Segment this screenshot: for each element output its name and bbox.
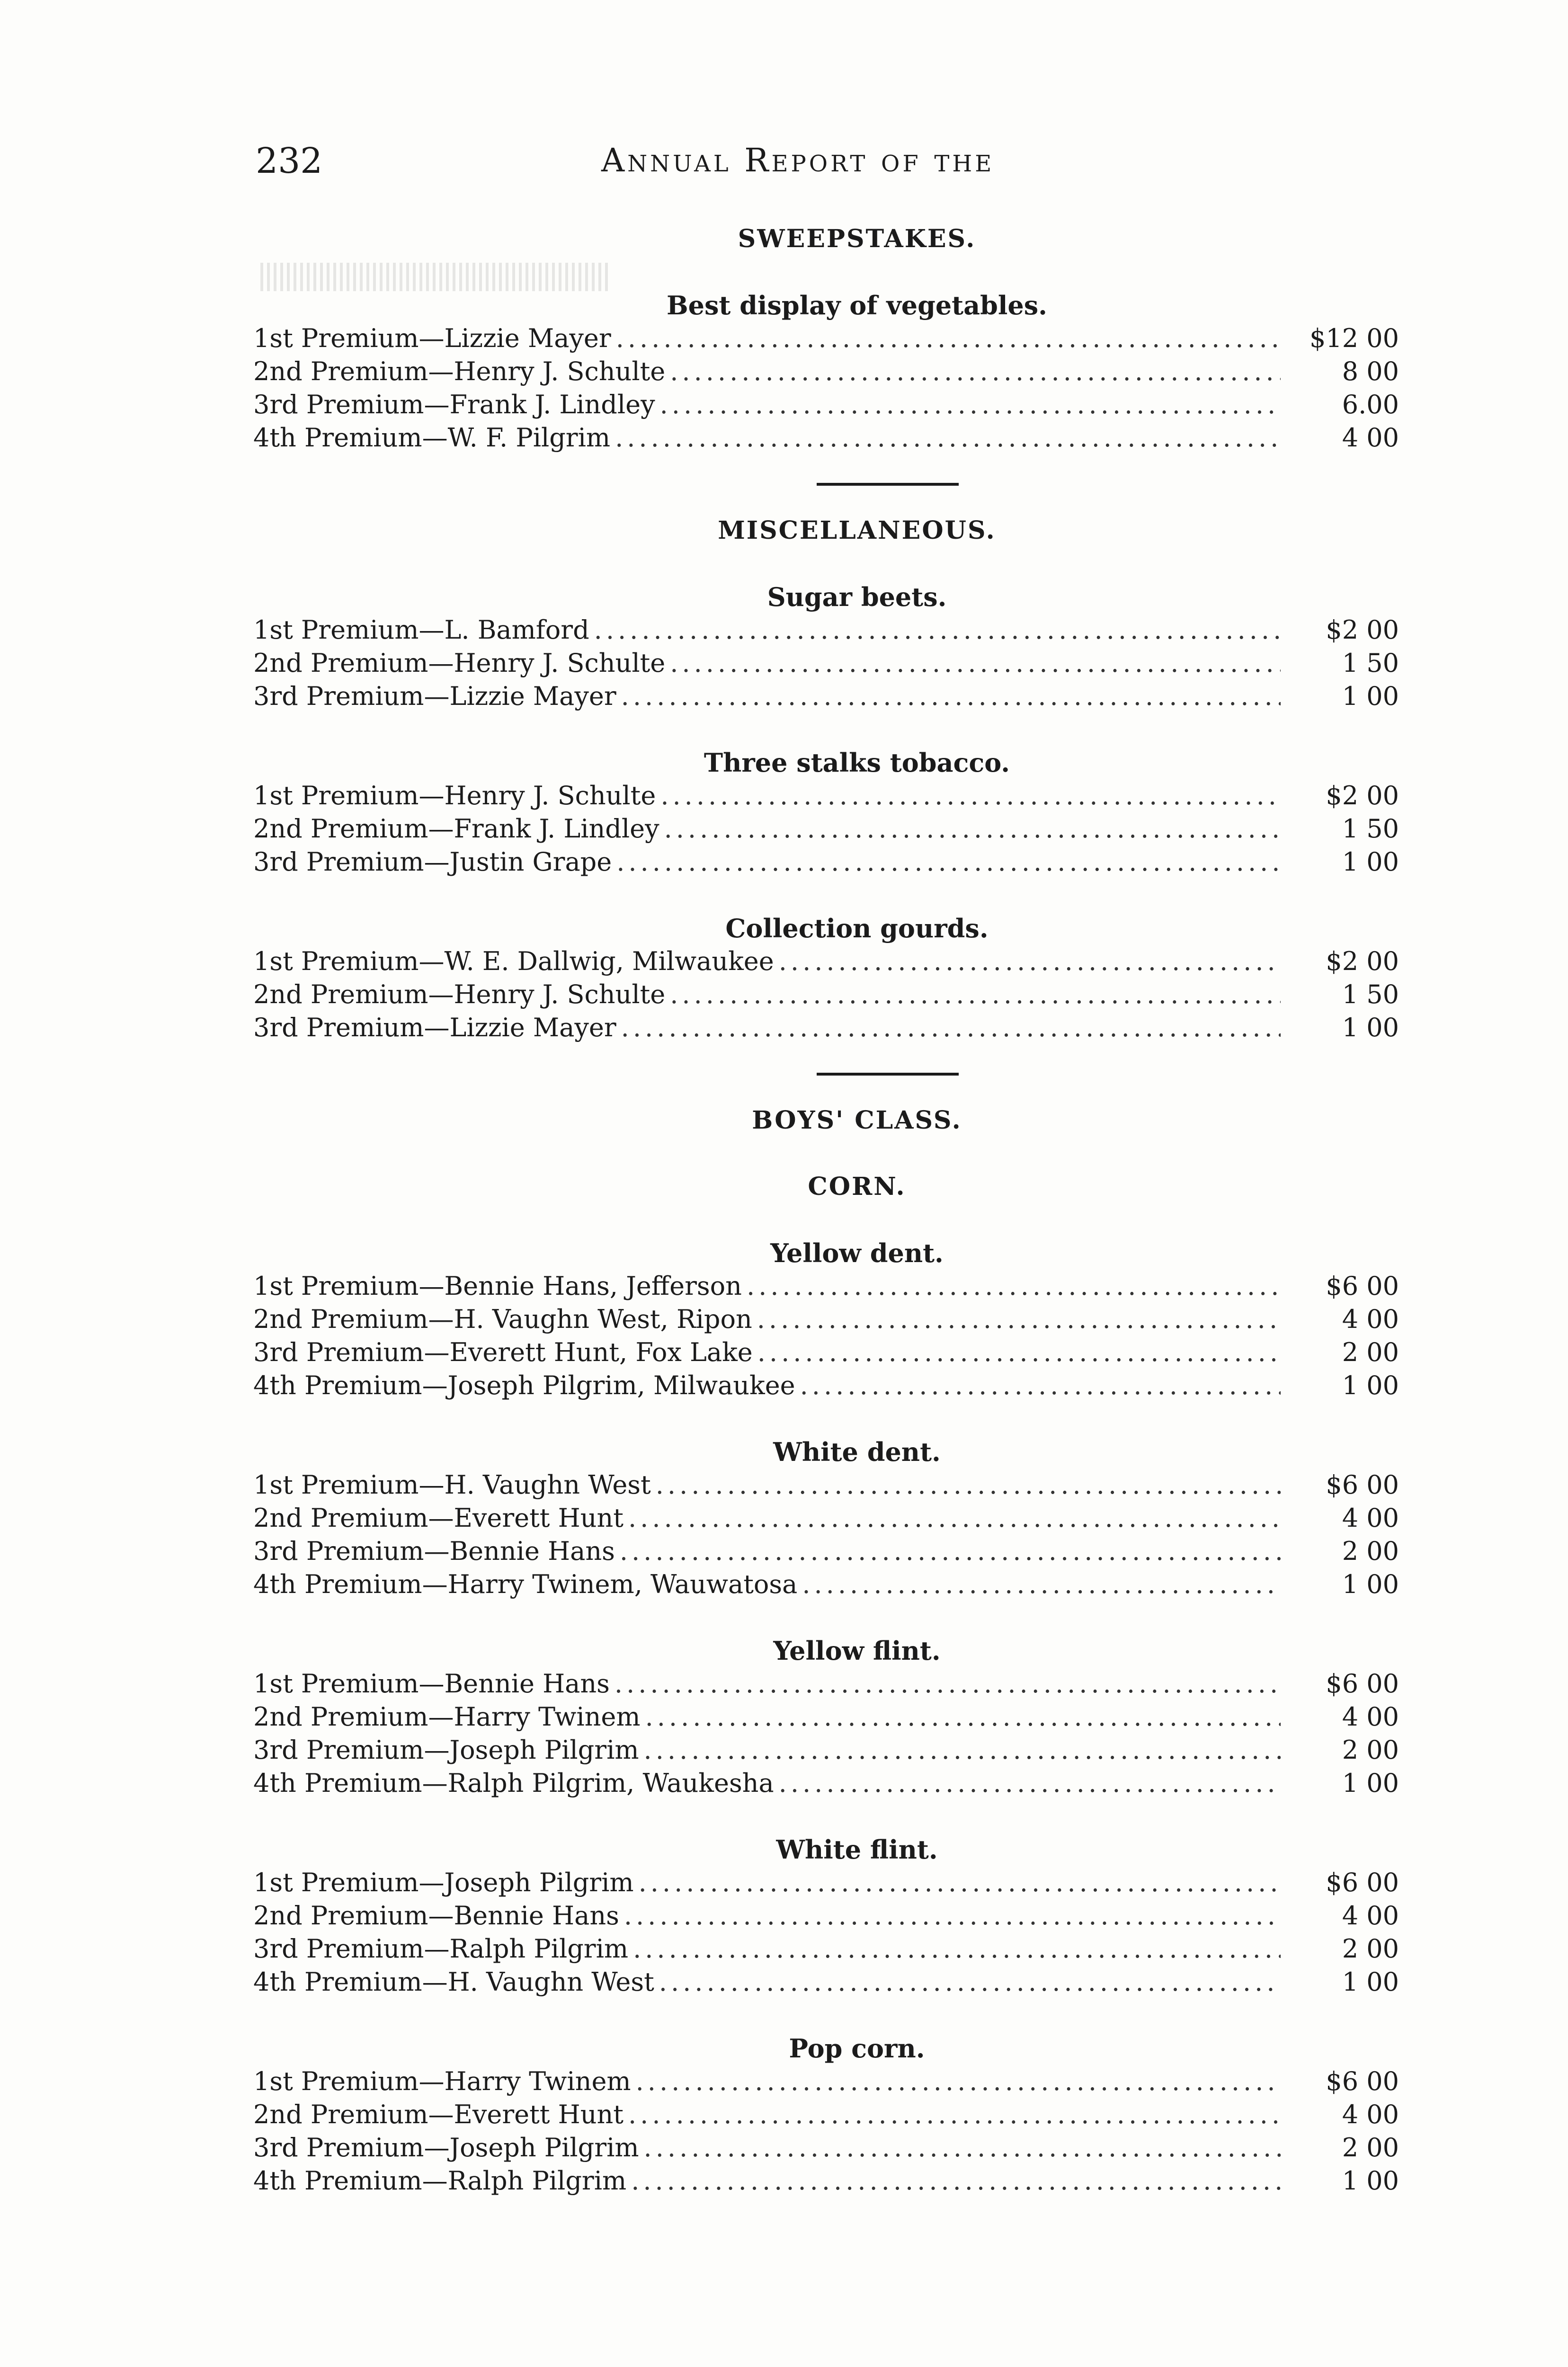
winner-name: Harry Twinem, Wauwatosa bbox=[447, 1569, 798, 1599]
premium-place: 4th Premium bbox=[253, 423, 422, 453]
prize-amount: 2 00 bbox=[1342, 1735, 1399, 1765]
category-title: Yellow dent. bbox=[770, 1238, 944, 1268]
running-title: Annual Report of the bbox=[601, 142, 995, 179]
dash-separator: — bbox=[419, 615, 445, 645]
category-title: White dent. bbox=[773, 1437, 941, 1467]
premium-row bbox=[253, 978, 1399, 1011]
winner-name: Joseph Pilgrim, Milwaukee bbox=[447, 1370, 795, 1400]
dot-leader bbox=[670, 647, 1281, 680]
winner-name: Frank J. Lindley bbox=[454, 814, 659, 844]
premium-place: 3rd Premium bbox=[253, 390, 424, 419]
winner-name: Lizzie Mayer bbox=[449, 1013, 616, 1042]
premium-entry bbox=[253, 2164, 626, 2198]
prize-amount: $2 00 bbox=[1326, 946, 1399, 976]
winner-name: Bennie Hans bbox=[454, 1901, 619, 1931]
prize-amount: 1 00 bbox=[1342, 2166, 1399, 2196]
winner-name: Bennie Hans bbox=[444, 1669, 610, 1699]
spacer bbox=[253, 547, 1399, 580]
premium-row bbox=[253, 1966, 1399, 1999]
prize-amount: $6 00 bbox=[1326, 1470, 1399, 1500]
dot-leader bbox=[628, 1502, 1281, 1535]
prize-amount: 4 00 bbox=[1342, 2100, 1399, 2129]
dot-leader bbox=[636, 2065, 1281, 2098]
dot-leader bbox=[779, 1767, 1281, 1800]
premium-entry bbox=[253, 614, 589, 647]
premium-place: 4th Premium bbox=[253, 2166, 422, 2196]
winner-name: Henry J. Schulte bbox=[444, 781, 656, 810]
premium-place: 3rd Premium bbox=[253, 1735, 424, 1765]
premium-entry bbox=[253, 2065, 631, 2098]
spacer bbox=[253, 1601, 1399, 1634]
premium-place: 3rd Premium bbox=[253, 1337, 424, 1367]
premium-place: 4th Premium bbox=[253, 1370, 422, 1400]
winner-name: H. Vaughn West bbox=[444, 1470, 651, 1500]
premium-row bbox=[253, 647, 1399, 680]
dot-leader bbox=[779, 945, 1281, 978]
dot-leader bbox=[670, 355, 1281, 388]
premium-row bbox=[253, 1568, 1399, 1601]
dash-separator: — bbox=[424, 1013, 450, 1042]
premium-entry bbox=[253, 1535, 615, 1568]
premium-place: 1st Premium bbox=[253, 1868, 419, 1897]
dash-separator: — bbox=[419, 1669, 445, 1699]
premium-entry bbox=[253, 779, 656, 812]
dash-separator: — bbox=[419, 1271, 445, 1301]
premium-place: 4th Premium bbox=[253, 1967, 422, 1997]
premium-row bbox=[253, 2164, 1399, 2198]
premium-entry bbox=[253, 421, 610, 454]
dash-separator: — bbox=[424, 847, 450, 877]
prize-amount: 4 00 bbox=[1342, 1901, 1399, 1931]
premium-row bbox=[253, 355, 1399, 388]
premium-row bbox=[253, 1502, 1399, 1535]
winner-name: Joseph Pilgrim bbox=[449, 2133, 639, 2162]
prize-amount: 4 00 bbox=[1342, 1304, 1399, 1334]
spacer bbox=[253, 1999, 1399, 2032]
premium-row bbox=[253, 1303, 1399, 1336]
dash-separator: — bbox=[428, 2100, 454, 2129]
prize-amount: 2 00 bbox=[1342, 2133, 1399, 2162]
winner-name: Henry J. Schulte bbox=[454, 648, 666, 678]
premium-place: 3rd Premium bbox=[253, 681, 424, 711]
premium-entry bbox=[253, 1767, 774, 1800]
category-title: Three stalks tobacco. bbox=[704, 747, 1010, 778]
prize-amount: $6 00 bbox=[1326, 1271, 1399, 1301]
section-divider bbox=[817, 1073, 959, 1076]
spacer bbox=[253, 1800, 1399, 1833]
premium-place: 2nd Premium bbox=[253, 2100, 428, 2129]
winner-name: Everett Hunt, Fox Lake bbox=[449, 1337, 753, 1367]
premium-entry bbox=[253, 1270, 742, 1303]
premium-row bbox=[253, 2098, 1399, 2131]
winner-name: Ralph Pilgrim bbox=[449, 1934, 629, 1964]
winner-name: W. E. Dallwig, Milwaukee bbox=[444, 946, 774, 976]
premium-row bbox=[253, 421, 1399, 454]
section-subtitle: CORN. bbox=[808, 1172, 906, 1201]
premium-place: 4th Premium bbox=[253, 1768, 422, 1798]
dot-leader bbox=[757, 1336, 1281, 1369]
premium-entry bbox=[253, 845, 612, 879]
dot-leader bbox=[616, 322, 1281, 355]
winner-name: Justin Grape bbox=[449, 847, 612, 877]
premium-place: 1st Premium bbox=[253, 615, 419, 645]
spacer bbox=[253, 1402, 1399, 1435]
prize-amount: 4 00 bbox=[1342, 423, 1399, 453]
premium-row bbox=[253, 845, 1399, 879]
category-title: Yellow flint. bbox=[773, 1636, 941, 1666]
premium-row bbox=[253, 1468, 1399, 1502]
spacer bbox=[253, 256, 1399, 289]
premium-entry bbox=[253, 1966, 654, 1999]
prize-amount: 4 00 bbox=[1342, 1702, 1399, 1732]
prize-amount: 2 00 bbox=[1342, 1934, 1399, 1964]
winner-name: L. Bamford bbox=[444, 615, 589, 645]
premium-place: 2nd Premium bbox=[253, 356, 428, 386]
premium-place: 1st Premium bbox=[253, 323, 419, 353]
premium-entry bbox=[253, 1866, 634, 1899]
premium-row bbox=[253, 1667, 1399, 1700]
premium-place: 2nd Premium bbox=[253, 979, 428, 1009]
premium-entry bbox=[253, 355, 665, 388]
dash-separator: — bbox=[419, 1868, 445, 1897]
premium-entry bbox=[253, 1011, 616, 1044]
dot-leader bbox=[660, 388, 1281, 421]
section-divider bbox=[817, 483, 959, 486]
dash-separator: — bbox=[424, 2133, 450, 2162]
winner-name: Henry J. Schulte bbox=[454, 979, 666, 1009]
premium-place: 3rd Premium bbox=[253, 2133, 424, 2162]
category-title: Pop corn. bbox=[789, 2033, 925, 2064]
premium-row bbox=[253, 614, 1399, 647]
winner-name: Frank J. Lindley bbox=[449, 390, 655, 419]
dash-separator: — bbox=[428, 1304, 454, 1334]
winner-name: W. F. Pilgrim bbox=[447, 423, 611, 453]
premium-entry bbox=[253, 1303, 752, 1336]
premium-entry bbox=[253, 1899, 619, 1932]
dash-separator: — bbox=[428, 648, 454, 678]
dash-separator: — bbox=[424, 390, 450, 419]
prize-amount: $6 00 bbox=[1326, 1868, 1399, 1897]
premium-row bbox=[253, 680, 1399, 713]
premium-place: 2nd Premium bbox=[253, 1702, 428, 1732]
dot-leader bbox=[639, 1866, 1281, 1899]
prize-amount: 1 50 bbox=[1342, 648, 1399, 678]
dash-separator: — bbox=[422, 423, 448, 453]
premium-row bbox=[253, 2131, 1399, 2164]
premium-row bbox=[253, 1767, 1399, 1800]
premium-row bbox=[253, 1932, 1399, 1966]
dash-separator: — bbox=[422, 1768, 448, 1798]
dot-leader bbox=[757, 1303, 1281, 1336]
dash-separator: — bbox=[424, 1337, 450, 1367]
premium-place: 2nd Premium bbox=[253, 648, 428, 678]
dash-separator: — bbox=[419, 2066, 445, 2096]
premium-entry bbox=[253, 1734, 639, 1767]
premium-place: 2nd Premium bbox=[253, 814, 428, 844]
prize-amount: 6.00 bbox=[1342, 390, 1399, 419]
category-title: Sugar beets. bbox=[767, 582, 947, 612]
dash-separator: — bbox=[419, 781, 445, 810]
dash-separator: — bbox=[424, 1735, 450, 1765]
dot-leader bbox=[656, 1468, 1281, 1502]
dash-separator: — bbox=[428, 814, 454, 844]
prize-amount: 2 00 bbox=[1342, 1536, 1399, 1566]
dash-separator: — bbox=[424, 681, 450, 711]
premium-entry bbox=[253, 647, 665, 680]
premium-place: 2nd Premium bbox=[253, 1503, 428, 1533]
section-title: SWEEPSTAKES. bbox=[738, 224, 976, 253]
spacer bbox=[253, 1203, 1399, 1237]
prize-amount: 1 00 bbox=[1342, 1569, 1399, 1599]
dash-separator: — bbox=[422, 1370, 448, 1400]
premium-entry bbox=[253, 680, 616, 713]
premium-entry bbox=[253, 2131, 639, 2164]
category-title: Best display of vegetables. bbox=[667, 290, 1047, 320]
prize-amount: 1 50 bbox=[1342, 979, 1399, 1009]
winner-name: Harry Twinem bbox=[444, 2066, 631, 2096]
premium-entry bbox=[253, 812, 659, 845]
premium-row bbox=[253, 1336, 1399, 1369]
dot-leader bbox=[621, 680, 1281, 713]
premium-row bbox=[253, 1369, 1399, 1402]
premium-place: 1st Premium bbox=[253, 1470, 419, 1500]
premium-row bbox=[253, 812, 1399, 845]
premium-place: 3rd Premium bbox=[253, 1536, 424, 1566]
prize-amount: 1 00 bbox=[1342, 847, 1399, 877]
dash-separator: — bbox=[422, 2166, 448, 2196]
dot-leader bbox=[747, 1270, 1281, 1303]
winner-name: Lizzie Mayer bbox=[444, 323, 611, 353]
premium-place: 3rd Premium bbox=[253, 847, 424, 877]
premium-place: 1st Premium bbox=[253, 781, 419, 810]
section-title: MISCELLANEOUS. bbox=[718, 516, 996, 545]
prize-amount: $2 00 bbox=[1326, 615, 1399, 645]
winner-name: Bennie Hans bbox=[449, 1536, 615, 1566]
dash-separator: — bbox=[428, 356, 454, 386]
dash-separator: — bbox=[428, 979, 454, 1009]
dot-leader bbox=[659, 1966, 1281, 1999]
dash-separator: — bbox=[428, 1702, 454, 1732]
winner-name: Ralph Pilgrim bbox=[447, 2166, 627, 2196]
premium-row bbox=[253, 1270, 1399, 1303]
dash-separator: — bbox=[422, 1569, 448, 1599]
winner-name: Joseph Pilgrim bbox=[449, 1735, 639, 1765]
dot-leader bbox=[621, 1011, 1281, 1044]
premium-entry bbox=[253, 1502, 624, 1535]
premium-row bbox=[253, 1700, 1399, 1734]
dot-leader bbox=[644, 2131, 1281, 2164]
premium-row bbox=[253, 1535, 1399, 1568]
premium-row bbox=[253, 779, 1399, 812]
premium-place: 1st Premium bbox=[253, 2066, 419, 2096]
dot-leader bbox=[670, 978, 1281, 1011]
premium-place: 1st Premium bbox=[253, 946, 419, 976]
winner-name: Everett Hunt bbox=[454, 2100, 624, 2129]
premium-place: 2nd Premium bbox=[253, 1901, 428, 1931]
premium-row bbox=[253, 1866, 1399, 1899]
dot-leader bbox=[802, 1568, 1281, 1601]
premium-entry bbox=[253, 1468, 651, 1502]
dot-leader bbox=[624, 1899, 1281, 1932]
dot-leader bbox=[631, 2164, 1281, 2198]
prize-amount: 1 00 bbox=[1342, 1013, 1399, 1042]
premium-place: 3rd Premium bbox=[253, 1013, 424, 1042]
winner-name: H. Vaughn West, Ripon bbox=[454, 1304, 752, 1334]
prize-amount: 1 50 bbox=[1342, 814, 1399, 844]
prize-amount: 1 00 bbox=[1342, 1967, 1399, 1997]
premium-row bbox=[253, 1011, 1399, 1044]
prize-amount: 2 00 bbox=[1342, 1337, 1399, 1367]
dot-leader bbox=[800, 1369, 1281, 1402]
page-body bbox=[253, 222, 1399, 2198]
dot-leader bbox=[644, 1734, 1281, 1767]
prize-amount: 1 00 bbox=[1342, 1370, 1399, 1400]
winner-name: Joseph Pilgrim bbox=[444, 1868, 634, 1897]
winner-name: Ralph Pilgrim, Waukesha bbox=[447, 1768, 774, 1798]
dash-separator: — bbox=[428, 1503, 454, 1533]
winner-name: Everett Hunt bbox=[454, 1503, 624, 1533]
premium-entry bbox=[253, 1932, 628, 1966]
dot-leader bbox=[660, 779, 1281, 812]
dash-separator: — bbox=[424, 1934, 450, 1964]
winner-name: Henry J. Schulte bbox=[454, 356, 666, 386]
spacer bbox=[253, 713, 1399, 746]
winner-name: Bennie Hans, Jefferson bbox=[444, 1271, 742, 1301]
winner-name: Harry Twinem bbox=[454, 1702, 641, 1732]
dash-separator: — bbox=[419, 323, 445, 353]
premium-entry bbox=[253, 2098, 624, 2131]
dash-separator: — bbox=[419, 1470, 445, 1500]
prize-amount: 1 00 bbox=[1342, 1768, 1399, 1798]
prize-amount: 1 00 bbox=[1342, 681, 1399, 711]
spacer bbox=[253, 1137, 1399, 1170]
section-title: BOYS' CLASS. bbox=[752, 1106, 962, 1135]
premium-place: 4th Premium bbox=[253, 1569, 422, 1599]
page-header bbox=[256, 137, 1155, 189]
premium-entry bbox=[253, 322, 611, 355]
dash-separator: — bbox=[424, 1536, 450, 1566]
premium-entry bbox=[253, 388, 655, 421]
dot-leader bbox=[633, 1932, 1281, 1966]
premium-row bbox=[253, 2065, 1399, 2098]
premium-row bbox=[253, 322, 1399, 355]
dot-leader bbox=[628, 2098, 1281, 2131]
prize-amount: $6 00 bbox=[1326, 1669, 1399, 1699]
dot-leader bbox=[615, 1667, 1281, 1700]
premium-row bbox=[253, 1734, 1399, 1767]
dot-leader bbox=[594, 614, 1281, 647]
premium-place: 2nd Premium bbox=[253, 1304, 428, 1334]
dot-leader bbox=[645, 1700, 1281, 1734]
prize-amount: 8 00 bbox=[1342, 356, 1399, 386]
dot-leader bbox=[616, 845, 1281, 879]
prize-amount: $12 00 bbox=[1310, 323, 1399, 353]
premium-place: 1st Premium bbox=[253, 1669, 419, 1699]
dash-separator: — bbox=[422, 1967, 448, 1997]
dot-leader bbox=[664, 812, 1281, 845]
premium-row bbox=[253, 388, 1399, 421]
premium-entry bbox=[253, 1700, 641, 1734]
category-title: White flint. bbox=[776, 1834, 938, 1865]
premium-row bbox=[253, 1899, 1399, 1932]
prize-amount: $6 00 bbox=[1326, 2066, 1399, 2096]
dash-separator: — bbox=[419, 946, 445, 976]
premium-entry bbox=[253, 1568, 797, 1601]
dash-separator: — bbox=[428, 1901, 454, 1931]
premium-entry bbox=[253, 978, 665, 1011]
premium-entry bbox=[253, 1667, 610, 1700]
prize-amount: $2 00 bbox=[1326, 781, 1399, 810]
prize-amount: 4 00 bbox=[1342, 1503, 1399, 1533]
premium-place: 3rd Premium bbox=[253, 1934, 424, 1964]
premium-row bbox=[253, 945, 1399, 978]
premium-entry bbox=[253, 1369, 795, 1402]
premium-entry bbox=[253, 1336, 753, 1369]
page-number: 232 bbox=[256, 141, 323, 181]
winner-name: Lizzie Mayer bbox=[449, 681, 616, 711]
category-title: Collection gourds. bbox=[725, 913, 989, 943]
premium-place: 1st Premium bbox=[253, 1271, 419, 1301]
dot-leader bbox=[615, 421, 1281, 454]
premium-entry bbox=[253, 945, 774, 978]
winner-name: H. Vaughn West bbox=[447, 1967, 654, 1997]
spacer bbox=[253, 879, 1399, 912]
dot-leader bbox=[620, 1535, 1281, 1568]
